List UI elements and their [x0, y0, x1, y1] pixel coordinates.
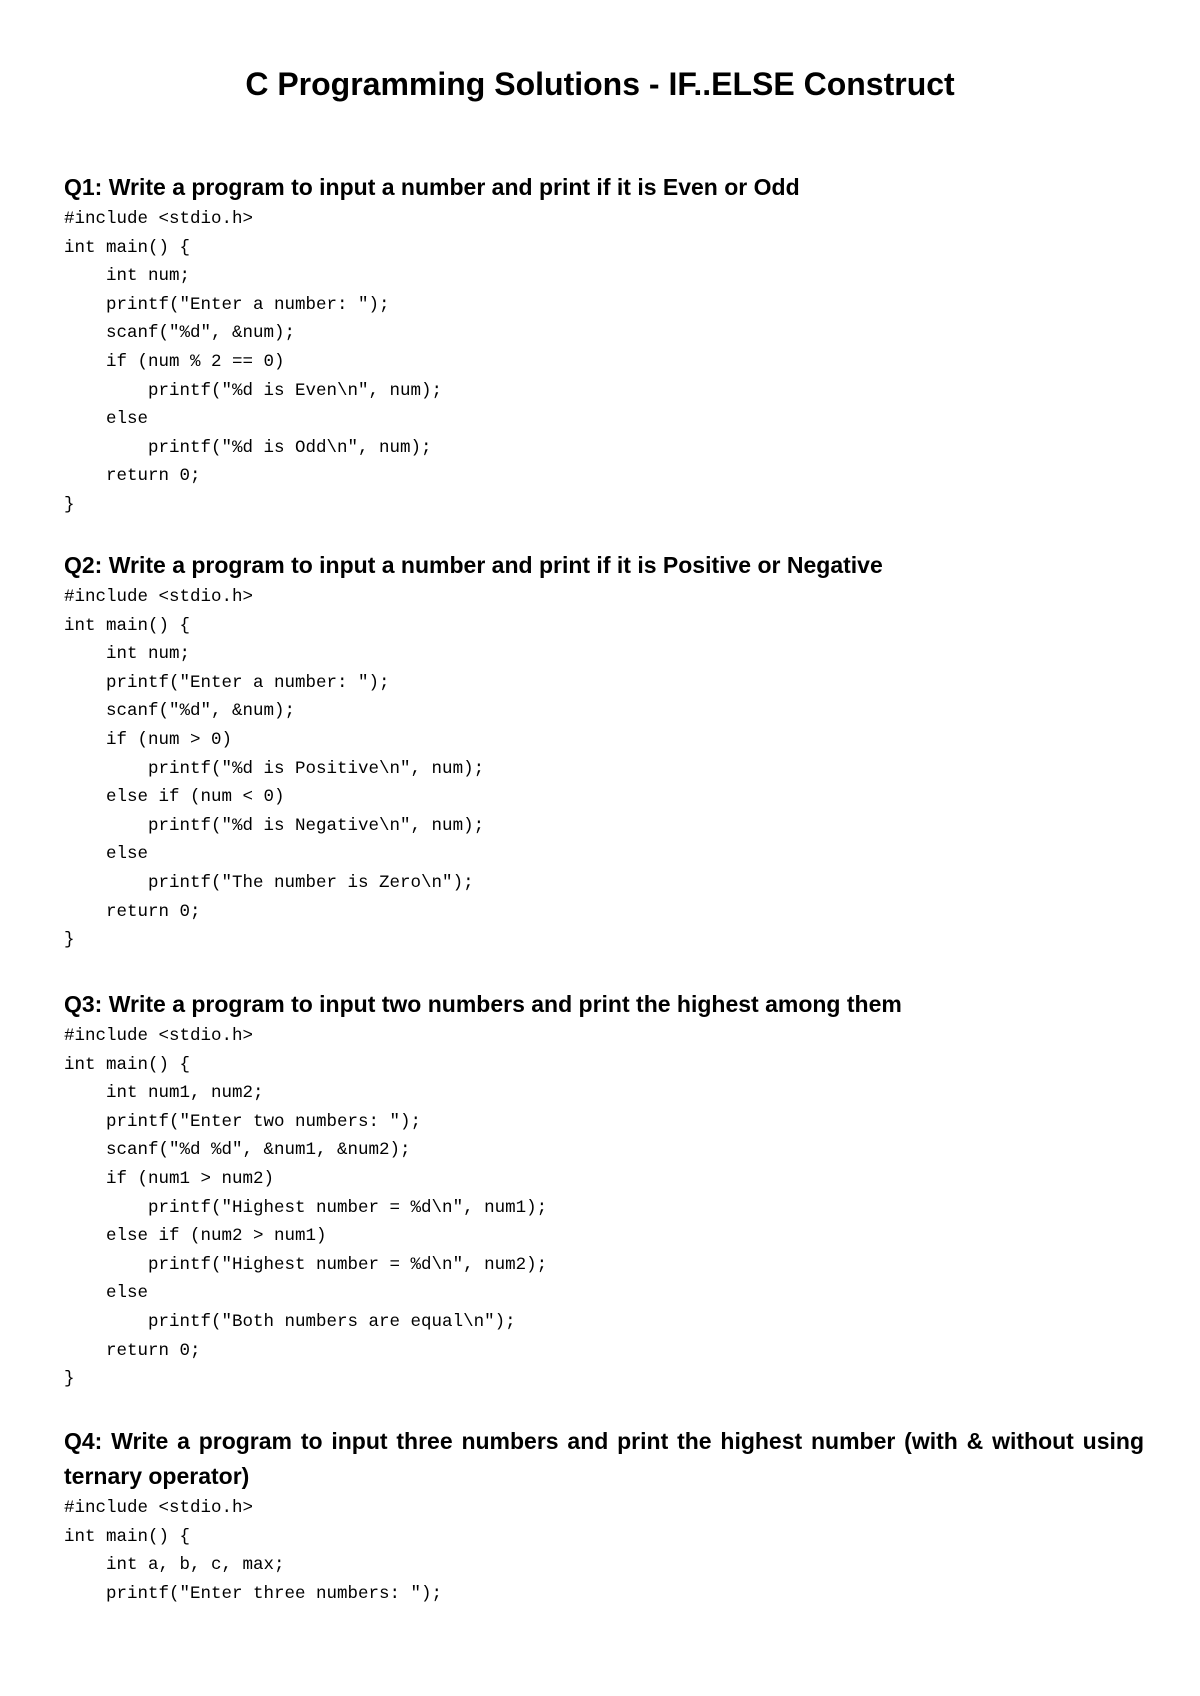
code-block-1 [64, 205, 1144, 520]
code-line: else [64, 409, 149, 430]
question-heading-4: Q4: Write a program to input three numbers and print the highest number (with & without using ternary operator) [64, 1428, 1144, 1489]
code-line: scanf("%d %d", &num1, &num2); [64, 1140, 411, 1161]
code-line: printf("Enter two numbers: "); [64, 1111, 422, 1132]
code-line: printf("%d is Even\n", num); [64, 380, 443, 401]
code-line: int num1, num2; [64, 1083, 264, 1104]
code-line: #include <stdio.h> [64, 1026, 254, 1046]
code-line: return 0; [64, 466, 201, 487]
code-line: printf("The number is Zero\n"); [64, 872, 474, 893]
code-line: printf("Enter a number: "); [64, 294, 390, 315]
code-line: if (num1 > num2) [64, 1168, 275, 1189]
code-line: #include <stdio.h> [64, 587, 254, 607]
code-line: printf("Highest number = %d\n", num2); [64, 1254, 548, 1275]
code-line: else [64, 844, 149, 865]
code-line: } [64, 930, 75, 951]
code-line: int num; [64, 266, 191, 287]
code-line: printf("%d is Odd\n", num); [64, 437, 432, 458]
code-line: else if (num < 0) [64, 787, 285, 808]
code-block-4 [64, 1494, 1144, 1608]
code-line: else [64, 1283, 149, 1304]
code-line: #include <stdio.h> [64, 1498, 254, 1518]
question-section-4 [64, 1424, 1144, 1608]
code-line: #include <stdio.h> [64, 209, 254, 229]
question-heading-1: Q1: Write a program to input a number and print if it is Even or Odd [64, 174, 800, 200]
code-line: printf("%d is Negative\n", num); [64, 815, 485, 836]
code-line: return 0; [64, 1340, 201, 1361]
question-section-3 [64, 987, 1144, 1394]
question-heading-3: Q3: Write a program to input two numbers and print the highest among them [64, 991, 902, 1017]
code-line: if (num > 0) [64, 729, 233, 750]
code-line: int main() { [64, 615, 191, 636]
question-section-2 [64, 548, 1144, 955]
code-line: int a, b, c, max; [64, 1555, 285, 1576]
code-line: printf("Enter a number: "); [64, 672, 390, 693]
question-section-1 [64, 170, 1144, 520]
document-title: C Programming Solutions - IF..ELSE Construct [245, 66, 955, 102]
code-line: int main() { [64, 237, 191, 258]
code-line: printf("Enter three numbers: "); [64, 1583, 443, 1604]
code-line: } [64, 1369, 75, 1390]
code-line: return 0; [64, 901, 201, 922]
code-line: int num; [64, 644, 191, 665]
code-line: if (num % 2 == 0) [64, 351, 285, 372]
code-line: else if (num2 > num1) [64, 1226, 327, 1247]
code-line: printf("Both numbers are equal\n"); [64, 1311, 516, 1332]
code-line: scanf("%d", &num); [64, 323, 296, 344]
code-line: printf("Highest number = %d\n", num1); [64, 1197, 548, 1218]
code-line: scanf("%d", &num); [64, 701, 296, 722]
question-heading-2: Q2: Write a program to input a number and print if it is Positive or Negative [64, 552, 883, 578]
code-line: int main() { [64, 1054, 191, 1075]
code-line: int main() { [64, 1526, 191, 1547]
code-block-2 [64, 583, 1144, 955]
code-block-3 [64, 1022, 1144, 1394]
code-line: printf("%d is Positive\n", num); [64, 758, 485, 779]
code-line: } [64, 494, 75, 515]
